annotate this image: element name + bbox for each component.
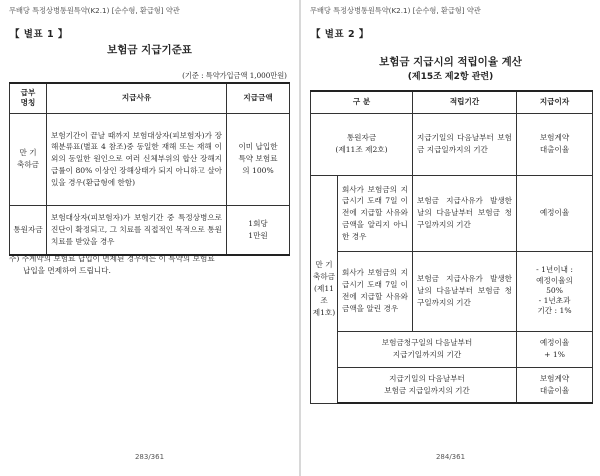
left-appendix-badge: 【 별표 1 】 bbox=[10, 29, 68, 40]
col-header-reason: 지급사유 bbox=[47, 83, 227, 113]
row-reason: 보험대상자(피보험자)가 보험기간 중 특정상병으로 진단이 확정되고, 그 치료를 직접적인 목적으로 통원치료를 받았을 경우 bbox=[47, 205, 227, 255]
row-condition: 회사가 보험금의 지급시기 도래 7일 이전에 지급할 사유와 금액을 알린 경우 bbox=[338, 251, 413, 331]
left-running-header: 무배당 특정상병통원특약(K2.1) [순수형, 환급형] 약관 bbox=[9, 6, 180, 15]
table-row bbox=[311, 331, 593, 367]
row-amount: 1회당 1만원 bbox=[227, 205, 290, 255]
footnote-line: 납입을 면제하여 드립니다. bbox=[23, 266, 111, 276]
right-subtitle: (제15조 제2항 관련) bbox=[407, 72, 494, 82]
right-page bbox=[301, 0, 600, 476]
left-criteria: (기준 : 특약가입금액 1,000만원) bbox=[182, 71, 287, 80]
row-amount: 이미 납입한 특약 보험료 의 100% bbox=[227, 113, 290, 205]
left-page-number: 283/361 bbox=[134, 453, 165, 461]
table-row bbox=[10, 113, 290, 205]
row-rate: 보험계약 대출이율 bbox=[517, 113, 593, 175]
row-period: 지급기일의 다음날부터 보험금 지급일까지의 기간 bbox=[338, 367, 517, 403]
row-rate: 보험계약 대출이율 bbox=[517, 367, 593, 403]
table-row bbox=[311, 113, 593, 175]
row-rate: 예정이율 bbox=[517, 175, 593, 251]
footnote-line: 주) 주계약의 보험료 납입이 면제된 경우에는 이 특약의 보험료 bbox=[9, 254, 215, 263]
right-appendix-badge: 【 별표 2 】 bbox=[311, 29, 369, 40]
table-row bbox=[311, 175, 593, 251]
row-label-tongwon: 통원자금 (제11조 제2호) bbox=[311, 113, 413, 175]
col-header-period: 적립기간 bbox=[413, 91, 517, 113]
row-rate: - 1년이내 : 예정이율의 50% - 1년초과 기간 : 1% bbox=[517, 251, 593, 331]
right-title: 보험금 지급시의 적립이율 계산 bbox=[379, 56, 522, 68]
right-running-header: 무배당 특정상병통원특약(K2.1) [순수형, 환급형] 약관 bbox=[310, 6, 481, 15]
table-row bbox=[10, 205, 290, 255]
left-page bbox=[0, 0, 299, 476]
benefit-table bbox=[9, 82, 290, 256]
row-period: 보험금 지급사유가 발생한 날의 다음날부터 보험금 청구일까지의 기간 bbox=[413, 251, 517, 331]
row-label-maturity: 만 기 축하금 (제11조 제1호) bbox=[311, 175, 338, 403]
col-header-type: 급부 명칭 bbox=[10, 83, 47, 113]
row-reason: 보험기간이 끝날 때까지 보험대상자(피보험자)가 장해분류표(별표 4 참조)중 동일한 재해 또는 재해 이외의 동일한 원인으로 여러 신체부위의 합산 장해지급률이 80% 이상인 장해상태가 되지 아니하고 살아있을 경우(환급형에 한함) bbox=[47, 113, 227, 205]
row-type: 통원자금 bbox=[10, 205, 47, 255]
table-row bbox=[311, 251, 593, 331]
row-rate: 예정이율 + 1% bbox=[517, 331, 593, 367]
left-footnote bbox=[9, 253, 289, 277]
interest-table bbox=[310, 90, 593, 404]
row-period: 보험금 지급사유가 발생한 날의 다음날부터 보험금 청구일까지의 기간 bbox=[413, 175, 517, 251]
row-period: 보험금청구일의 다음날부터 지급기일까지의 기간 bbox=[338, 331, 517, 367]
right-page-number: 284/361 bbox=[435, 453, 466, 461]
col-header-rate: 지급이자 bbox=[517, 91, 593, 113]
table-row bbox=[311, 367, 593, 403]
row-type: 만 기 축하금 bbox=[10, 113, 47, 205]
col-header-amount: 지급금액 bbox=[227, 83, 290, 113]
row-period: 지급기일의 다음날부터 보험금 지급일까지의 기간 bbox=[413, 113, 517, 175]
left-title: 보험금 지급기준표 bbox=[107, 44, 192, 56]
col-header-type: 구 분 bbox=[311, 91, 413, 113]
row-condition: 회사가 보험금의 지급시기 도래 7일 이전에 지급할 사유와 금액을 알리지 아니한 경우 bbox=[338, 175, 413, 251]
